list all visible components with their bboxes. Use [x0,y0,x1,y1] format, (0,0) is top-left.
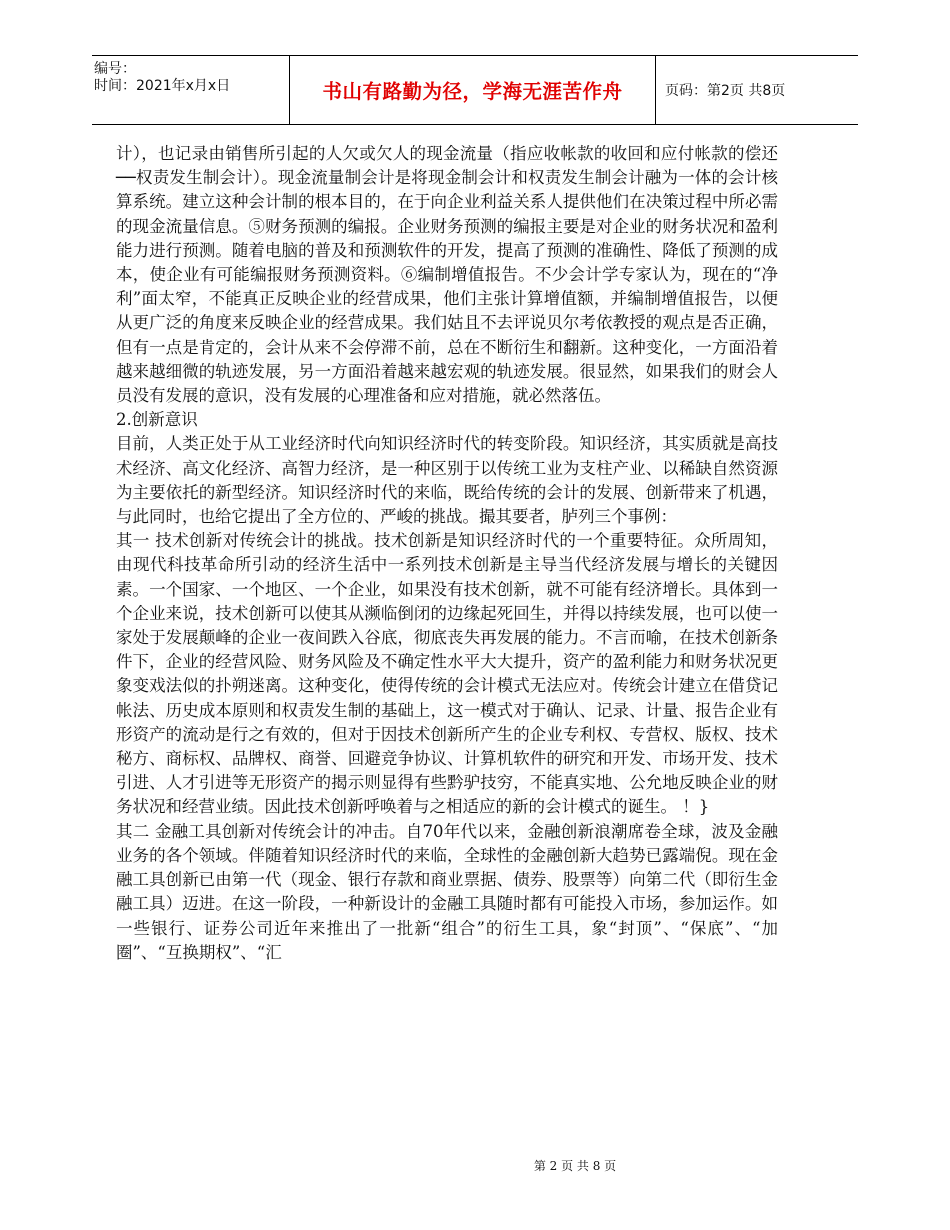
header-page-info-cell [656,56,858,124]
paragraph-continuation: 计），也记录由销售所引起的人欠或欠人的现金流量（指应收帐款的收回和应付帐款的偿还──权责发生制会计）。现金流量制会计是将现金制会计和权责发生制会计融为一体的会计核算系统。建立这种会计制的根本目的，在于向企业利益关系人提供他们在决策过程中所必需的现金流量信息。⑤财务预测的编报。企业财务预测的编报主要是对企业的财务状况和盈利能力进行预测。随着电脑的普及和预测软件的开发，提高了预测的准确性、降低了预测的成本，使企业有可能编报财务预测资料。⑥编制增值报告。不少会计学专家认为，现在的“净利”面太窄，不能真正反映企业的经营成果，他们主张计算增值额，并编制增值报告，以便从更广泛的角度来反映企业的经营成果。我们姑且不去评说贝尔考依教授的观点是否正确，但有一点是肯定的，会计从来不会停滞不前，总在不断衍生和翻新。这种变化，一方面沿着越来越细微的轨迹发展，另一方面沿着越来越宏观的轨迹发展。很显然，如果我们的财会人员没有发展的意识，没有发展的心理准备和应对措施，就必然落伍。 [116,144,778,406]
paragraph-financial-innovation: 其二 金融工具创新对传统会计的冲击。自70年代以来，金融创新浪潮席卷全球，波及金融业务的各个领域。伴随着知识经济时代的来临，全球性的金融创新大趋势已露端倪。现在金融工具创新已由第一代（现金、银行存款和商业票据、债券、股票等）向第二代（即衍生金融工具）迈进。在这一阶段，一种新设计的金融工具随时都有可能投入市场，参加运作。如一些银行、证券公司近年来推出了一批新“组合”的衍生工具，象“封顶”、“保底”、“加圈”、“互换期权”、“汇 [116,821,778,962]
paragraph-knowledge-economy: 目前，人类正处于从工业经济时代向知识经济时代的转变阶段。知识经济，其实质就是高技术经济、高文化经济、高智力经济，是一种区别于以传统工业为支柱产业、以稀缺自然资源为主要依托的新型经济。知识经济时代的来临，既给传统的会计的发展、创新带来了机遇，与此同时，也给它提出了全方位的、严峻的挑战。撮其要者，胪列三个事例： [116,434,778,527]
header-motto: 书山有路勤为径，学海无涯苦作舟 [322,80,623,103]
page-header [92,55,858,125]
header-page-info: 页码：第2页 共8页 [665,83,786,99]
header-motto-cell [290,56,656,124]
document-body [116,142,778,965]
document-number-label: 编号： [94,61,136,77]
section-heading-innovation: 2.创新意识 [116,410,198,430]
document-time: 时间：2021年x月x日 [94,78,231,94]
header-meta [92,56,290,124]
paragraph-technology-innovation: 其一 技术创新对传统会计的挑战。技术创新是知识经济时代的一个重要特征。众所周知，由现代科技革命所引动的经济生活中一系列技术创新是主导当代经济发展与增长的关键因素。一个国家、一个地区、一个企业，如果没有技术创新，就不可能有经济增长。具体到一个企业来说，技术创新可以使其从濒临倒闭的边缘起死回生，并得以持续发展，也可以使一家处于发展颠峰的企业一夜间跌入谷底，彻底丧失再发展的能力。不言而喻，在技术创新条件下，企业的经营风险、财务风险及不确定性水平大大提升，资产的盈利能力和财务状况更象变戏法似的扑朔迷离。这种变化，使得传统的会计模式无法应对。传统会计建立在借贷记帐法、历史成本原则和权责发生制的基础上，这一模式对于确认、记录、计量、报告企业有形资产的流动是行之有效的，但对于因技术创新所产生的企业专利权、专营权、版权、技术秘方、商标权、品牌权、商誉、回避竞争协议、计算机软件的研究和开发、市场开发、技术引进、人才引进等无形资产的揭示则显得有些黔驴技穷，不能真实地、公允地反映企业的财务状况和经营业绩。因此技术创新呼唤着与之相适应的新的会计模式的诞生。 ！} [116,531,778,817]
footer-page-number: 第 2 页 共 8 页 [533,1159,617,1173]
page-footer [0,1157,950,1174]
